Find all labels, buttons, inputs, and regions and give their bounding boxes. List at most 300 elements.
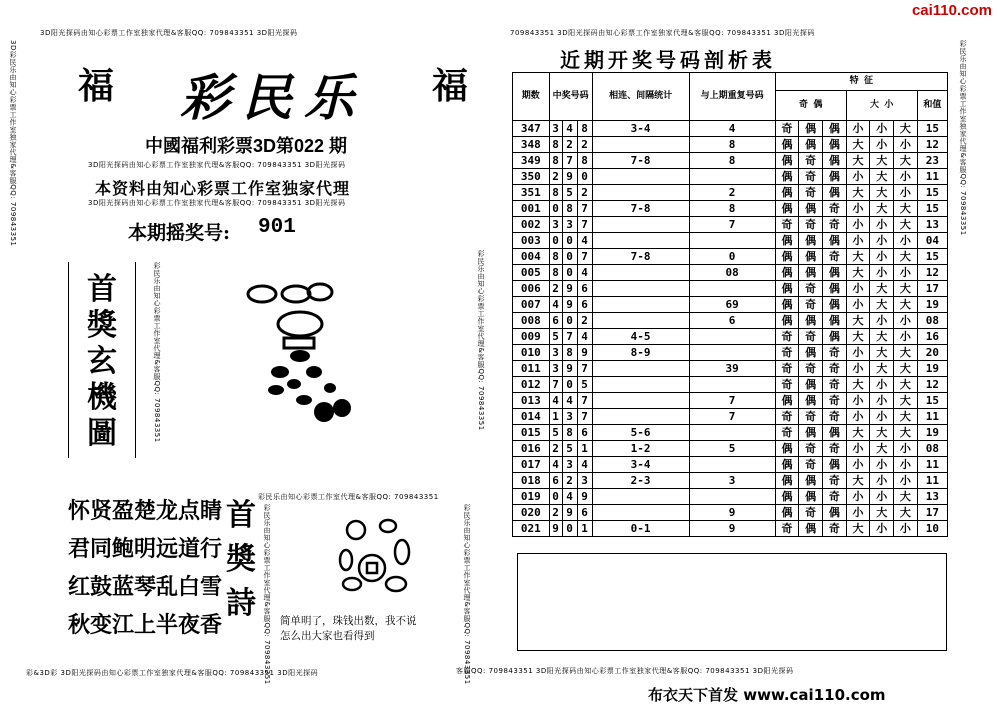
big-small-cell: 小: [870, 393, 894, 409]
digit-cell: 8: [577, 121, 592, 137]
big-small-cell: 大: [870, 329, 894, 345]
big-small-cell: 大: [846, 185, 870, 201]
sum-cell: 15: [917, 393, 947, 409]
repeat-cell: 39: [689, 361, 775, 377]
adjacent-cell: [592, 409, 689, 425]
big-small-cell: 小: [846, 393, 870, 409]
digit-cell: 5: [562, 185, 577, 201]
digit-cell: 6: [577, 281, 592, 297]
big-small-cell: 小: [846, 281, 870, 297]
big-small-cell: 大: [846, 329, 870, 345]
big-small-cell: 小: [870, 457, 894, 473]
sum-cell: 11: [917, 457, 947, 473]
odd-even-cell: 偶: [823, 329, 847, 345]
table-row: [513, 249, 948, 265]
digit-cell: 6: [549, 473, 562, 489]
big-small-cell: 大: [846, 265, 870, 281]
period-cell: 010: [513, 345, 550, 361]
digit-cell: 7: [577, 201, 592, 217]
odd-even-cell: 偶: [823, 457, 847, 473]
sum-cell: 08: [917, 313, 947, 329]
table-row: [513, 505, 948, 521]
digit-cell: 6: [577, 425, 592, 441]
odd-even-cell: 偶: [775, 393, 799, 409]
odd-even-cell: 奇: [823, 521, 847, 537]
digit-cell: 8: [549, 153, 562, 169]
repeat-cell: 3: [689, 473, 775, 489]
big-small-cell: 大: [870, 361, 894, 377]
header-big-small: 大 小: [846, 91, 917, 121]
repeat-cell: [689, 457, 775, 473]
header-period: 期数: [513, 73, 550, 121]
poem-line-1: 怀贤盈楚龙点睛: [68, 498, 223, 524]
odd-even-cell: 奇: [775, 121, 799, 137]
table-row: [513, 489, 948, 505]
big-small-cell: 大: [894, 121, 918, 137]
repeat-cell: 6: [689, 313, 775, 329]
odd-even-cell: 偶: [799, 265, 823, 281]
repeat-cell: [689, 169, 775, 185]
digit-cell: 8: [549, 185, 562, 201]
big-small-cell: 小: [894, 185, 918, 201]
odd-even-cell: 偶: [775, 281, 799, 297]
sum-cell: 13: [917, 217, 947, 233]
digit-cell: 0: [549, 201, 562, 217]
digit-cell: 0: [562, 377, 577, 393]
period-cell: 009: [513, 329, 550, 345]
big-small-cell: 大: [870, 185, 894, 201]
big-small-cell: 大: [894, 425, 918, 441]
odd-even-cell: 奇: [775, 329, 799, 345]
sum-cell: 11: [917, 409, 947, 425]
period-cell: 017: [513, 457, 550, 473]
repeat-cell: 8: [689, 137, 775, 153]
odd-even-cell: 偶: [775, 137, 799, 153]
draw-number: 901: [258, 216, 296, 239]
sum-cell: 19: [917, 361, 947, 377]
draw-label: 本期摇奖号:: [128, 222, 231, 244]
big-small-cell: 大: [870, 281, 894, 297]
odd-even-cell: 偶: [799, 201, 823, 217]
odd-even-cell: 偶: [799, 137, 823, 153]
digit-cell: 9: [562, 281, 577, 297]
big-small-cell: 小: [894, 137, 918, 153]
digit-cell: 2: [562, 473, 577, 489]
odd-even-cell: 偶: [775, 297, 799, 313]
vertical-char-5: 圖: [87, 416, 117, 451]
adjacent-cell: [592, 297, 689, 313]
vertical-char-4: 機: [87, 380, 117, 415]
big-small-cell: 小: [846, 457, 870, 473]
adjacent-cell: 4-5: [592, 329, 689, 345]
digit-cell: 3: [549, 121, 562, 137]
odd-even-cell: 奇: [799, 281, 823, 297]
big-small-cell: 小: [870, 121, 894, 137]
digit-cell: 7: [577, 393, 592, 409]
big-small-cell: 大: [894, 377, 918, 393]
table-row: [513, 201, 948, 217]
vertical-char-2: 獎: [87, 308, 117, 343]
odd-even-cell: 偶: [799, 121, 823, 137]
logo-title: 彩民乐: [180, 68, 366, 127]
digit-cell: 3: [549, 361, 562, 377]
odd-even-cell: 偶: [823, 233, 847, 249]
digit-cell: 2: [549, 441, 562, 457]
big-small-cell: 小: [894, 473, 918, 489]
big-small-cell: 小: [846, 409, 870, 425]
odd-even-cell: 奇: [775, 377, 799, 393]
sum-cell: 15: [917, 185, 947, 201]
repeat-cell: [689, 281, 775, 297]
digit-cell: 7: [577, 217, 592, 233]
repeat-cell: 4: [689, 121, 775, 137]
period-cell: 350: [513, 169, 550, 185]
table-row: [513, 457, 948, 473]
big-small-cell: 大: [846, 313, 870, 329]
big-small-cell: 小: [894, 329, 918, 345]
digit-cell: 5: [577, 377, 592, 393]
big-small-cell: 大: [894, 393, 918, 409]
table-row: [513, 297, 948, 313]
odd-even-cell: 奇: [799, 153, 823, 169]
odd-even-cell: 偶: [799, 313, 823, 329]
odd-even-cell: 奇: [775, 409, 799, 425]
digit-cell: 6: [549, 313, 562, 329]
digit-cell: 0: [562, 313, 577, 329]
header-odd-even: 奇 偶: [775, 91, 846, 121]
fu-char-right: 福: [432, 65, 469, 107]
puzzle-note-line-2: 怎么出大家也看得到: [280, 630, 375, 642]
odd-even-cell: 奇: [799, 441, 823, 457]
odd-even-cell: 偶: [775, 505, 799, 521]
sum-cell: 11: [917, 169, 947, 185]
sum-cell: 12: [917, 137, 947, 153]
big-small-cell: 大: [846, 377, 870, 393]
table-body: [513, 121, 948, 537]
big-small-cell: 大: [846, 153, 870, 169]
sum-cell: 23: [917, 153, 947, 169]
digit-cell: 4: [577, 457, 592, 473]
odd-even-cell: 偶: [775, 169, 799, 185]
odd-even-cell: 偶: [823, 425, 847, 441]
top-ad-left: 3D阳光探码由知心彩票工作室独家代理&客服QQ: 709843351 3D阳光探码: [40, 29, 298, 37]
odd-even-cell: 偶: [823, 297, 847, 313]
odd-even-cell: 奇: [823, 489, 847, 505]
digit-cell: 5: [549, 425, 562, 441]
repeat-cell: [689, 377, 775, 393]
period-cell: 006: [513, 281, 550, 297]
digit-cell: 6: [577, 505, 592, 521]
adjacent-cell: [592, 505, 689, 521]
odd-even-cell: 奇: [775, 521, 799, 537]
digit-cell: 4: [549, 297, 562, 313]
big-small-cell: 大: [894, 505, 918, 521]
repeat-cell: 7: [689, 217, 775, 233]
fu-char-left: 福: [78, 65, 115, 107]
adjacent-cell: 1-2: [592, 441, 689, 457]
digit-cell: 5: [549, 329, 562, 345]
adjacent-cell: [592, 185, 689, 201]
big-small-cell: 大: [894, 217, 918, 233]
digit-cell: 9: [562, 169, 577, 185]
digit-cell: 4: [562, 121, 577, 137]
digit-cell: 9: [577, 489, 592, 505]
odd-even-cell: 偶: [823, 121, 847, 137]
poem-block: [68, 492, 222, 644]
digit-cell: 0: [562, 249, 577, 265]
big-small-cell: 小: [894, 457, 918, 473]
digit-cell: 3: [577, 473, 592, 489]
big-small-cell: 小: [870, 233, 894, 249]
digit-cell: 9: [549, 521, 562, 537]
adjacent-cell: [592, 233, 689, 249]
period-cell: 349: [513, 153, 550, 169]
big-small-cell: 大: [870, 153, 894, 169]
repeat-cell: 7: [689, 409, 775, 425]
digit-cell: 2: [562, 137, 577, 153]
odd-even-cell: 偶: [823, 185, 847, 201]
table-row: [513, 217, 948, 233]
period-cell: 013: [513, 393, 550, 409]
table-row: [513, 393, 948, 409]
table-row: [513, 281, 948, 297]
poem-title-char-2: 奬: [226, 542, 256, 577]
repeat-cell: [689, 489, 775, 505]
odd-even-cell: 奇: [823, 441, 847, 457]
big-small-cell: 小: [870, 377, 894, 393]
digit-cell: 8: [562, 201, 577, 217]
digit-cell: 4: [577, 265, 592, 281]
table-row: [513, 265, 948, 281]
big-small-cell: 小: [870, 265, 894, 281]
big-small-cell: 小: [846, 489, 870, 505]
digit-cell: 2: [549, 281, 562, 297]
period-cell: 019: [513, 489, 550, 505]
header-repeat: 与上期重复号码: [689, 73, 775, 121]
big-small-cell: 小: [846, 345, 870, 361]
big-small-cell: 大: [894, 361, 918, 377]
digit-cell: 4: [577, 329, 592, 345]
odd-even-cell: 奇: [799, 505, 823, 521]
site-watermark: cai110.com: [911, 2, 992, 19]
sum-cell: 13: [917, 489, 947, 505]
digit-cell: 5: [562, 441, 577, 457]
odd-even-cell: 奇: [823, 217, 847, 233]
big-small-cell: 大: [894, 345, 918, 361]
digit-cell: 4: [549, 393, 562, 409]
vertical-title-box: [68, 262, 136, 458]
big-small-cell: 大: [870, 345, 894, 361]
period-cell: 348: [513, 137, 550, 153]
odd-even-cell: 奇: [799, 361, 823, 377]
odd-even-cell: 奇: [799, 409, 823, 425]
adjacent-cell: [592, 137, 689, 153]
adjacent-cell: 7-8: [592, 201, 689, 217]
sum-cell: 10: [917, 521, 947, 537]
ad-line-small-2: 3D阳光探码由知心彩票工作室独家代理&客服QQ: 709843351 3D阳光探码: [88, 199, 346, 207]
adjacent-cell: 7-8: [592, 249, 689, 265]
big-small-cell: 大: [894, 489, 918, 505]
sum-cell: 11: [917, 473, 947, 489]
odd-even-cell: 奇: [823, 201, 847, 217]
digit-cell: 9: [562, 361, 577, 377]
header-feature: 特 征: [775, 73, 947, 91]
digit-cell: 7: [562, 329, 577, 345]
odd-even-cell: 偶: [775, 233, 799, 249]
sum-cell: 08: [917, 441, 947, 457]
repeat-cell: 08: [689, 265, 775, 281]
repeat-cell: [689, 329, 775, 345]
big-small-cell: 小: [894, 521, 918, 537]
vertical-ad-2: 彩民乐由知心彩票工作室代理&客服QQ: 709843351: [477, 250, 485, 431]
header-sum: 和值: [917, 91, 947, 121]
odd-even-cell: 偶: [799, 425, 823, 441]
sum-cell: 17: [917, 281, 947, 297]
vertical-ad-1: 彩民乐由知心彩票工作室代理&客服QQ: 709843351: [153, 262, 161, 443]
big-small-cell: 大: [846, 137, 870, 153]
odd-even-cell: 奇: [823, 377, 847, 393]
big-small-cell: 小: [846, 217, 870, 233]
side-ad-left: 3D彩民乐由知心彩票工作室独家代理&客服QQ: 709843351: [9, 40, 17, 247]
empty-notes-box: [517, 553, 947, 651]
big-small-cell: 小: [846, 361, 870, 377]
sum-cell: 15: [917, 201, 947, 217]
big-small-cell: 小: [846, 505, 870, 521]
big-small-cell: 大: [894, 281, 918, 297]
table-row: [513, 185, 948, 201]
side-ad-right: 彩民乐由知心彩票工作室独家代理&客服QQ: 709843351: [959, 40, 967, 236]
sum-cell: 20: [917, 345, 947, 361]
sum-cell: 19: [917, 425, 947, 441]
adjacent-cell: 7-8: [592, 153, 689, 169]
issue-line: 中國福利彩票3D第022 期: [145, 136, 348, 156]
adjacent-cell: [592, 265, 689, 281]
odd-even-cell: 偶: [823, 169, 847, 185]
period-cell: 003: [513, 233, 550, 249]
odd-even-cell: 奇: [799, 297, 823, 313]
odd-even-cell: 奇: [823, 393, 847, 409]
odd-even-cell: 偶: [799, 393, 823, 409]
big-small-cell: 小: [846, 121, 870, 137]
period-cell: 018: [513, 473, 550, 489]
table-row: [513, 313, 948, 329]
big-small-cell: 小: [870, 313, 894, 329]
bottom-ad-left: 彩&3D彩 3D阳光探码由知心彩票工作室独家代理&客服QQ: 709843351 3D阳光探码: [26, 669, 319, 677]
period-cell: 351: [513, 185, 550, 201]
period-cell: 007: [513, 297, 550, 313]
table-row: [513, 473, 948, 489]
digit-cell: 6: [577, 297, 592, 313]
sum-cell: 19: [917, 297, 947, 313]
ad-line-big: 本资料由知心彩票工作室独家代理: [95, 179, 351, 198]
big-small-cell: 小: [870, 489, 894, 505]
digit-cell: 0: [549, 489, 562, 505]
poem-ad-vertical-left: 彩民乐由知心彩票工作室代理&客服QQ: 709843351: [263, 504, 271, 685]
table-row: [513, 153, 948, 169]
big-small-cell: 小: [894, 169, 918, 185]
poem-title-char-3: 詩: [226, 586, 256, 621]
odd-even-cell: 偶: [775, 457, 799, 473]
digit-cell: 0: [549, 233, 562, 249]
poem-line-4: 秋变江上半夜香: [68, 612, 223, 638]
repeat-cell: [689, 233, 775, 249]
digit-cell: 9: [577, 345, 592, 361]
digit-cell: 1: [577, 441, 592, 457]
top-ad-right: 709843351 3D阳光探码由知心彩票工作室独家代理&客服QQ: 709843351 3D阳光探码: [510, 29, 815, 37]
big-small-cell: 小: [846, 297, 870, 313]
odd-even-cell: 奇: [799, 169, 823, 185]
big-small-cell: 小: [870, 409, 894, 425]
ingot-puzzle-image: [240, 280, 380, 440]
adjacent-cell: 8-9: [592, 345, 689, 361]
odd-even-cell: 奇: [823, 473, 847, 489]
repeat-cell: 69: [689, 297, 775, 313]
period-cell: 021: [513, 521, 550, 537]
sum-cell: 12: [917, 265, 947, 281]
big-small-cell: 小: [870, 217, 894, 233]
digit-cell: 7: [577, 249, 592, 265]
adjacent-cell: [592, 361, 689, 377]
table-row: [513, 425, 948, 441]
odd-even-cell: 奇: [775, 361, 799, 377]
analysis-table: [512, 72, 948, 537]
repeat-cell: [689, 345, 775, 361]
big-small-cell: 小: [846, 201, 870, 217]
table-row: [513, 345, 948, 361]
digit-cell: 0: [562, 233, 577, 249]
big-small-cell: 大: [870, 505, 894, 521]
odd-even-cell: 偶: [775, 489, 799, 505]
digit-cell: 3: [562, 457, 577, 473]
digit-cell: 9: [562, 297, 577, 313]
adjacent-cell: [592, 489, 689, 505]
adjacent-cell: [592, 393, 689, 409]
odd-even-cell: 奇: [823, 409, 847, 425]
table-row: [513, 169, 948, 185]
big-small-cell: 大: [894, 201, 918, 217]
odd-even-cell: 偶: [775, 265, 799, 281]
odd-even-cell: 奇: [775, 217, 799, 233]
big-small-cell: 小: [870, 137, 894, 153]
odd-even-cell: 偶: [775, 201, 799, 217]
odd-even-cell: 偶: [775, 313, 799, 329]
adjacent-cell: [592, 281, 689, 297]
digit-cell: 1: [577, 521, 592, 537]
period-cell: 347: [513, 121, 550, 137]
big-small-cell: 小: [894, 265, 918, 281]
poem-ad-vertical-right: 彩民乐由知心彩票工作室代理&客服QQ: 709843351: [463, 504, 471, 685]
digit-cell: 7: [577, 361, 592, 377]
sum-cell: 12: [917, 377, 947, 393]
odd-even-cell: 偶: [823, 505, 847, 521]
big-small-cell: 大: [846, 425, 870, 441]
period-cell: 015: [513, 425, 550, 441]
odd-even-cell: 偶: [799, 345, 823, 361]
digit-cell: 8: [577, 153, 592, 169]
adjacent-cell: [592, 377, 689, 393]
period-cell: 004: [513, 249, 550, 265]
adjacent-cell: 5-6: [592, 425, 689, 441]
big-small-cell: 大: [894, 249, 918, 265]
puzzle-note: [280, 614, 417, 644]
odd-even-cell: 偶: [799, 473, 823, 489]
digit-cell: 0: [577, 169, 592, 185]
big-small-cell: 小: [894, 441, 918, 457]
big-small-cell: 小: [870, 473, 894, 489]
repeat-cell: 9: [689, 505, 775, 521]
poem-title-char-1: 首: [226, 498, 256, 533]
digit-cell: 0: [562, 521, 577, 537]
